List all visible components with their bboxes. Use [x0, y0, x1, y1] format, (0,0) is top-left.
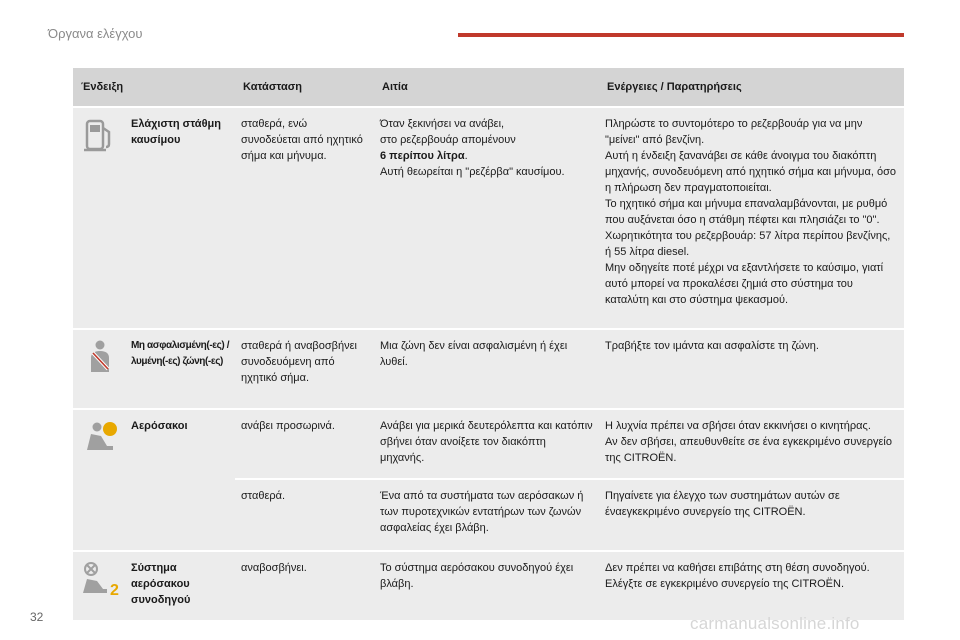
- cause-cell: Το σύστημα αερόσακου συνοδηγού έχει βλάβη.: [374, 551, 599, 620]
- cause-line: Αυτή θεωρείται η "ρεζέρβα" καυσίμου.: [380, 166, 565, 178]
- action-text: Η λυχνία πρέπει να σβήσει όταν εκκινήσει ο κινητήρας.: [605, 420, 871, 432]
- fuel-pump-icon: [77, 116, 123, 154]
- table-row: [73, 107, 904, 329]
- indicator-label: Ελάχιστη στάθμη καυσίμου: [131, 118, 221, 146]
- cause-cell: Μια ζώνη δεν είναι ασφαλισμένη ή έχει λυθεί.: [374, 329, 599, 409]
- indicator-cell: [73, 409, 235, 551]
- table-row: [73, 329, 904, 409]
- state-cell: σταθερά.: [235, 479, 374, 551]
- cause-line: Όταν ξεκινήσει να ανάβει,: [380, 118, 505, 130]
- action-text: Πληρώστε το συντομότερο το ρεζερβουάρ για να μην "μείνει" από βενζίνη.: [605, 118, 863, 146]
- indicator-cell: [73, 329, 235, 409]
- indicator-label: Μη ασφαλισμένη(-ες) / λυμένη(-ες) ζώνη(-ες): [131, 340, 230, 367]
- column-header-indicator: Ένδειξη: [73, 68, 235, 107]
- action-text: Πηγαίνετε για έλεγχο των συστημάτων αυτών σε έναεγκεκριμένο συνεργείο της CITROËN.: [605, 490, 840, 518]
- column-header-state: Κατάσταση: [235, 68, 374, 107]
- indicator-label: Αερόσακοι: [131, 420, 188, 432]
- actions-cell: [599, 551, 904, 620]
- state-cell: σταθερά, ενώ συνοδεύεται από ηχητικό σήμα και μήνυμα.: [235, 107, 374, 329]
- table-row: [73, 409, 904, 479]
- watermark: carmanualsonline.info: [690, 614, 860, 633]
- table-header-row: [73, 68, 904, 107]
- header-accent-bar: [458, 33, 904, 37]
- action-text: Μην οδηγείτε ποτέ μέχρι να εξαντλήσετε το καύσιμο, γιατί αυτό μπορεί να προκαλέσει ζημιά στο σύστημα του καταλύτη και στο σύστημα ψεκασμού.: [605, 262, 884, 306]
- state-cell: ανάβει προσωρινά.: [235, 409, 374, 479]
- action-text: Αν δεν σβήσει, απευθυνθείτε σε ένα εγκεκριμένο συνεργείο της CITROËN.: [605, 436, 892, 464]
- state-cell: σταθερά ή αναβοσβήνει συνοδευόμενη από ηχητικό σήμα.: [235, 329, 374, 409]
- action-text: Χωρητικότητα του ρεζερβουάρ: 57 λίτρα περίπου βενζίνης, ή 55 λίτρα diesel.: [605, 230, 891, 258]
- page-section-title: Όργανα ελέγχου: [48, 26, 143, 41]
- actions-cell: [599, 409, 904, 479]
- column-header-cause: Αιτία: [374, 68, 599, 107]
- page-number: 32: [30, 610, 44, 624]
- cause-cell: [374, 107, 599, 329]
- action-text: Δεν πρέπει να καθήσει επιβάτης στη θέση συνοδηγού.: [605, 562, 870, 574]
- actions-cell: [599, 329, 904, 409]
- column-header-actions: Ενέργειες / Παρατηρήσεις: [599, 68, 904, 107]
- action-text: Αυτή η ένδειξη ξανανάβει σε κάθε άνοιγμα του διακόπτη μηχανής, συνοδευόμενη από ηχητικό σήμα και μήνυμα, όσο η πλήρωση δεν πραγματοποιείται.: [605, 150, 896, 194]
- state-cell: αναβοσβήνει.: [235, 551, 374, 620]
- action-text: Το ηχητικό σήμα και μήνυμα επαναλαμβάνονται, με ρυθμό που αυξάνεται όσο η στάθμη πέφτει και πλησιάζει το "0".: [605, 198, 888, 226]
- seatbelt-warning-icon: [77, 338, 123, 376]
- action-text: Τραβήξτε τον ιμάντα και ασφαλίστε τη ζώνη.: [605, 340, 819, 352]
- indicator-table: [73, 68, 904, 620]
- indicator-cell: [73, 551, 235, 620]
- cause-cell: Ανάβει για μερικά δευτερόλεπτα και κατόπιν σβήνει όταν ανοίξετε τον διακόπτη μηχανής.: [374, 409, 599, 479]
- table-row: [73, 551, 904, 620]
- passenger-airbag-off-icon: [77, 560, 123, 598]
- indicator-cell: [73, 107, 235, 329]
- cause-cell: Ένα από τα συστήματα των αερόσακων ή των πυροτεχνικών εντατήρων των ζωνών ασφαλείας έχει βλάβη.: [374, 479, 599, 551]
- action-text: Ελέγξτε σε εγκεκριμένο συνεργείο της CITROËN.: [605, 578, 845, 590]
- actions-cell: [599, 479, 904, 551]
- svg-text:2: 2: [110, 582, 119, 598]
- airbag-icon: [77, 418, 123, 456]
- cause-highlight: 6 περίπου λίτρα.: [380, 150, 468, 162]
- cause-line: στο ρεζερβουάρ απομένουν: [380, 134, 516, 146]
- actions-cell: [599, 107, 904, 329]
- indicator-label: Σύστημα αερόσακου συνοδηγού: [131, 562, 191, 606]
